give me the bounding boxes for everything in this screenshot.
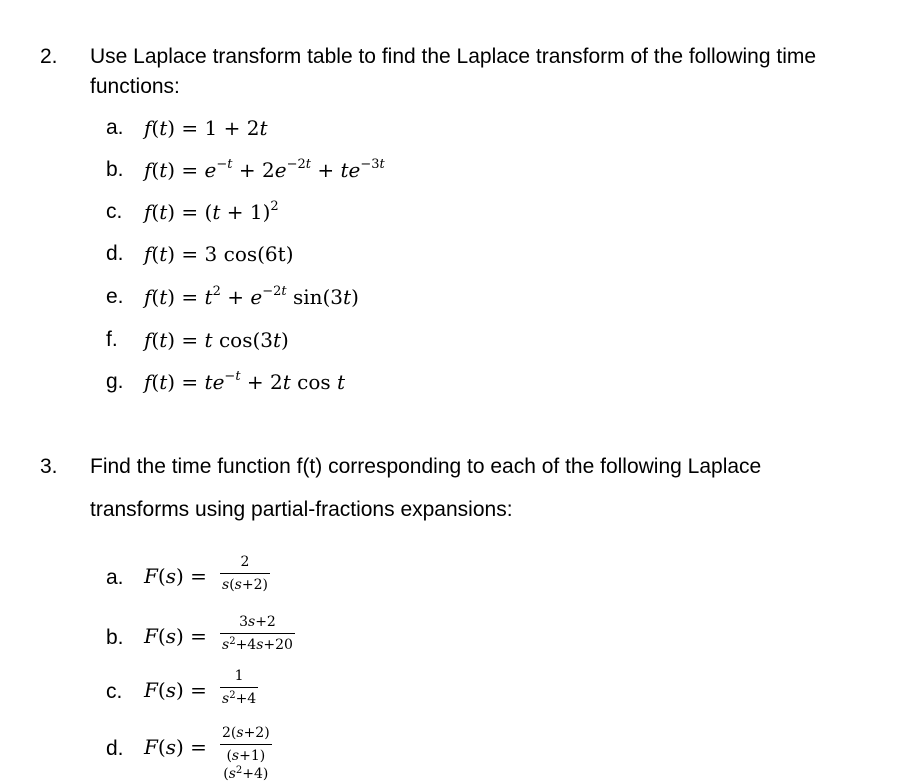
item-label: g. bbox=[106, 370, 124, 393]
function-expression: f(t) = 1 + 2t bbox=[144, 116, 268, 140]
function-expression: $f(t) = te^{-t} + 2t$ cos t bbox=[144, 369, 346, 394]
item-label: b. bbox=[106, 626, 124, 649]
item-label: a. bbox=[106, 566, 124, 589]
question-text-line-1: Find the time function f(t) corresponding to each of the following Laplace bbox=[90, 455, 762, 478]
question-2-heading bbox=[40, 42, 900, 106]
fraction bbox=[220, 724, 272, 783]
item-label: d. bbox=[106, 242, 124, 265]
fraction-numerator: 2(s+2) bbox=[220, 724, 272, 745]
fraction bbox=[220, 667, 258, 708]
transform-lhs: F(s) = bbox=[144, 678, 207, 702]
item-label: c. bbox=[106, 200, 123, 223]
function-expression: $f(t) = t^2 + e^{-2t}$ sin(3t) bbox=[144, 284, 359, 309]
item-label: f. bbox=[106, 328, 118, 351]
question-number: 3. bbox=[40, 455, 58, 478]
item-label: e. bbox=[106, 285, 124, 308]
fraction-denominator: $s^2+4s+20$ bbox=[222, 636, 293, 653]
function-expression: $f(t) = e^{-t} + 2e^{-2t} + te^{-3t}$ bbox=[144, 157, 385, 182]
transform-lhs: F(s) = bbox=[144, 564, 207, 588]
fraction-denominator: $(s+1)(s^2+4)$ bbox=[223, 748, 269, 782]
question-text-line-2: functions: bbox=[90, 75, 180, 98]
fraction-denominator: $s^2+4$ bbox=[222, 690, 257, 707]
function-expression: f(t) = 3 cos(6t) bbox=[144, 242, 294, 266]
transform-lhs: F(s) = bbox=[144, 624, 207, 648]
item-label: a. bbox=[106, 116, 124, 139]
question-number: 2. bbox=[40, 45, 58, 68]
item-label: b. bbox=[106, 158, 124, 181]
fraction bbox=[220, 613, 295, 654]
item-label: d. bbox=[106, 737, 124, 760]
item-label: c. bbox=[106, 680, 123, 703]
function-expression: $f(t) = (t + 1)^2$ bbox=[144, 199, 279, 224]
transform-lhs: F(s) = bbox=[144, 735, 207, 759]
fraction bbox=[220, 553, 270, 594]
fraction-numerator: 2 bbox=[220, 553, 270, 574]
fraction-denominator: s(s+2) bbox=[222, 577, 268, 593]
fraction-numerator: 1 bbox=[220, 667, 258, 688]
question-text-line-1: Use Laplace transform table to find the Laplace transform of the following time bbox=[90, 45, 817, 68]
function-expression: f(t) = t cos(3t) bbox=[144, 328, 289, 352]
question-text-line-2: transforms using partial-fractions expansions: bbox=[90, 498, 513, 521]
question-3-heading bbox=[40, 452, 900, 532]
fraction-numerator: 3s+2 bbox=[220, 613, 295, 634]
